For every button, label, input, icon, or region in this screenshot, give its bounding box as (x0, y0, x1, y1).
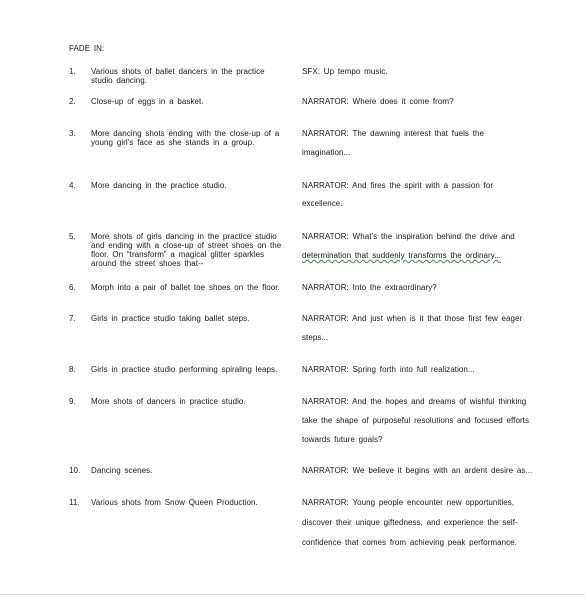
shot-number: 5. (69, 232, 76, 241)
shot-number: 6. (69, 283, 76, 292)
audio-line: NARRATOR: Spring forth into full realization... (302, 365, 475, 374)
shot-number: 1. (69, 67, 76, 76)
fade-in-heading: FADE IN: (69, 44, 105, 53)
action-line: More dancing in the practice studio. (91, 181, 227, 190)
audio-line: SFX: Up tempo music. (302, 67, 388, 76)
action-line: around the street shoes that-- (91, 259, 204, 268)
action-line: Various shots of ballet dancers in the practice (91, 67, 265, 76)
action-line: young girl’s face as she stands in a group. (91, 138, 255, 147)
action-line: Various shots from Snow Queen Production. (91, 498, 258, 507)
action-line: More shots of dancers in practice studio. (91, 397, 246, 406)
audio-line: take the shape of purposeful resolutions and focused efforts (302, 416, 529, 425)
action-line: More shots of girls dancing in the practice studio (91, 232, 277, 241)
action-line: Dancing scenes. (91, 466, 153, 475)
audio-line: NARRATOR: Where does it come from? (302, 97, 454, 106)
action-line: Morph into a pair of ballet toe shoes on the floor. (91, 283, 280, 292)
action-line: studio dancing. (91, 76, 148, 85)
shot-number: 2. (69, 97, 76, 106)
action-line: Close-up of eggs in a basket. (91, 97, 204, 106)
audio-line: confidence that comes from achieving peak performance. (302, 538, 517, 547)
audio-line: NARRATOR: And the hopes and dreams of wishful thinking (302, 397, 527, 406)
shot-number: 7. (69, 314, 76, 323)
page-bottom-divider (0, 594, 585, 595)
audio-line: steps... (302, 333, 329, 342)
shot-number: 11. (69, 498, 80, 507)
audio-line: NARRATOR: And fires the spirit with a passion for (302, 181, 494, 190)
shot-number: 3. (69, 129, 76, 138)
audio-line: excellence. (302, 199, 343, 208)
action-line: and ending with a close-up of street shoes on the (91, 241, 282, 250)
audio-line: towards future goals? (302, 435, 383, 444)
audio-line: imagination... (302, 148, 351, 157)
audio-line: discover their unique giftedness, and experience the self- (302, 518, 518, 527)
action-line: Girls in practice studio performing spiraling leaps. (91, 365, 278, 374)
shot-number: 9. (69, 397, 76, 406)
audio-line: NARRATOR: Into the extraordinary? (302, 283, 437, 292)
action-line: Girls in practice studio taking ballet steps. (91, 314, 250, 323)
audio-line: NARRATOR: Young people encounter new opportunities, (302, 498, 515, 507)
audio-line: NARRATOR: We believe it begins with an ardent desire as... (302, 466, 533, 475)
action-line: floor. On “transform” a magical glitter sparkles (91, 250, 265, 259)
audio-line: NARRATOR: What’s the inspiration behind the drive and (302, 232, 515, 241)
action-line: More dancing shots ending with the close-up of a (91, 129, 280, 138)
shot-number: 8. (69, 365, 76, 374)
audio-line: determination that suddenly transforms the ordinary... (302, 251, 502, 260)
audio-line: NARRATOR: And just when is it that those first few eager (302, 314, 523, 323)
audio-line: NARRATOR: The dawning interest that fuels the (302, 129, 484, 138)
shot-number: 4. (69, 181, 76, 190)
shot-number: 10. (69, 466, 81, 475)
